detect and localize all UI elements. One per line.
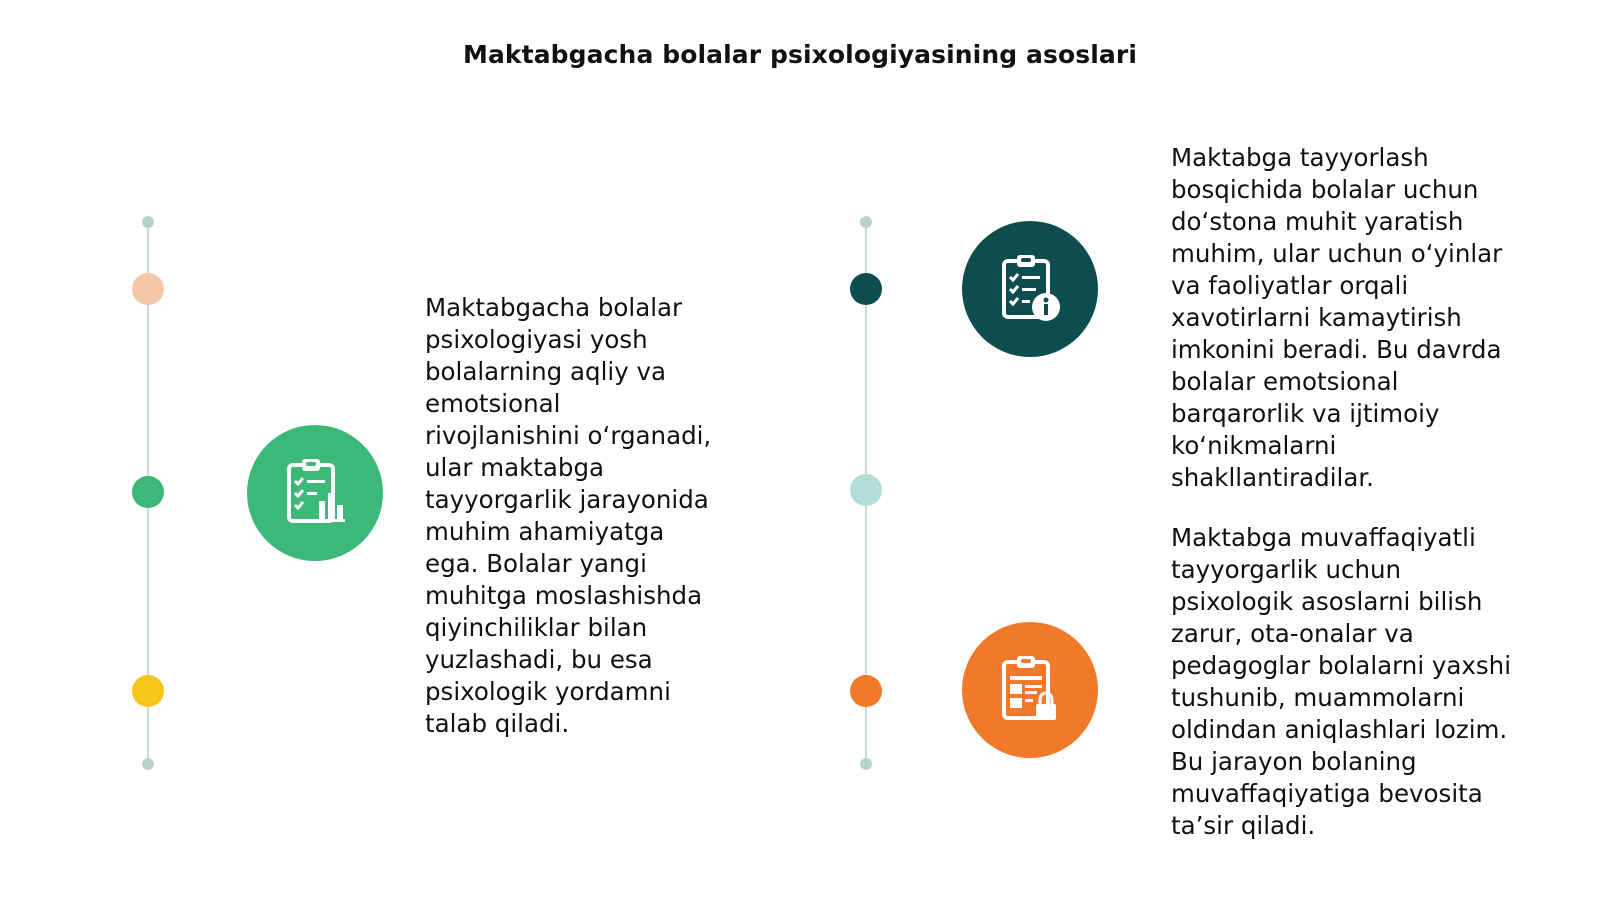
description-line: ta’sir qiladi. [1171,811,1316,840]
right-bottom-description [1171,522,1511,842]
description-line: ega. Bolalar yangi [425,549,647,578]
description-line: psixologiyasi yosh [425,325,648,354]
description-line: bolalar emotsional [1171,367,1399,396]
timeline-right-orange-dot [850,675,882,707]
description-line: rivojlanishini o‘rganadi, [425,421,712,450]
description-line: muhim, ular uchun o‘yinlar [1171,239,1503,268]
description-line: psixologik asoslarni bilish [1171,587,1483,616]
page-title: Maktabgacha bolalar psixologiyasining asoslari [462,40,1137,69]
clipboard-info-icon [990,249,1070,329]
description-line: tayyorgarlik jarayonida [425,485,709,514]
description-line: ular maktabga [425,453,605,482]
description-line: tayyorgarlik uchun [1171,555,1402,584]
description-line: tushunib, muammolarni [1171,683,1465,712]
timeline-right-teal-dot [850,273,882,305]
clipboard-info-circle [962,221,1098,357]
clipboard-lock-icon [990,650,1070,730]
description-line: ko‘nikmalarni [1171,431,1337,460]
description-line: bosqichida bolalar uchun [1171,175,1479,204]
description-line: talab qiladi. [425,709,570,738]
description-line: muhim ahamiyatga [425,517,665,546]
description-line: Maktabga muvaffaqiyatli [1171,523,1476,552]
description-line: pedagoglar bolalarni yaxshi [1171,651,1512,680]
clipboard-lock-circle [962,622,1098,758]
description-line: qiyinchiliklar bilan [425,613,648,642]
description-line: muhitga moslashishda [425,581,703,610]
description-line: psixologik yordamni [425,677,671,706]
description-line: Maktabgacha bolalar [425,293,683,322]
description-line: bolalarning aqliy va [425,357,667,386]
left-description [425,292,711,740]
timeline-right-mint-dot [850,474,882,506]
description-line: xavotirlarni kamaytirish [1171,303,1462,332]
description-line: Maktabga tayyorlash [1171,143,1429,172]
clipboard-chart-icon [275,453,355,533]
description-line: emotsional [425,389,561,418]
description-line: barqarorlik va ijtimoiy [1171,399,1440,428]
description-line: do‘stona muhit yaratish [1171,207,1464,236]
description-line: imkonini beradi. Bu davrda [1171,335,1502,364]
description-line: va faoliyatlar orqali [1171,271,1409,300]
description-line: shakllantiradilar. [1171,463,1374,492]
description-line: oldindan aniqlashlari lozim. [1171,715,1508,744]
right-top-description [1171,142,1502,494]
description-line: muvaffaqiyatiga bevosita [1171,779,1483,808]
clipboard-chart-circle [247,425,383,561]
description-line: Bu jarayon bolaning [1171,747,1417,776]
timeline-right-start-dot [860,216,872,228]
description-line: zarur, ota-onalar va [1171,619,1414,648]
description-line: yuzlashadi, bu esa [425,645,653,674]
timeline-right-end-dot [860,758,872,770]
